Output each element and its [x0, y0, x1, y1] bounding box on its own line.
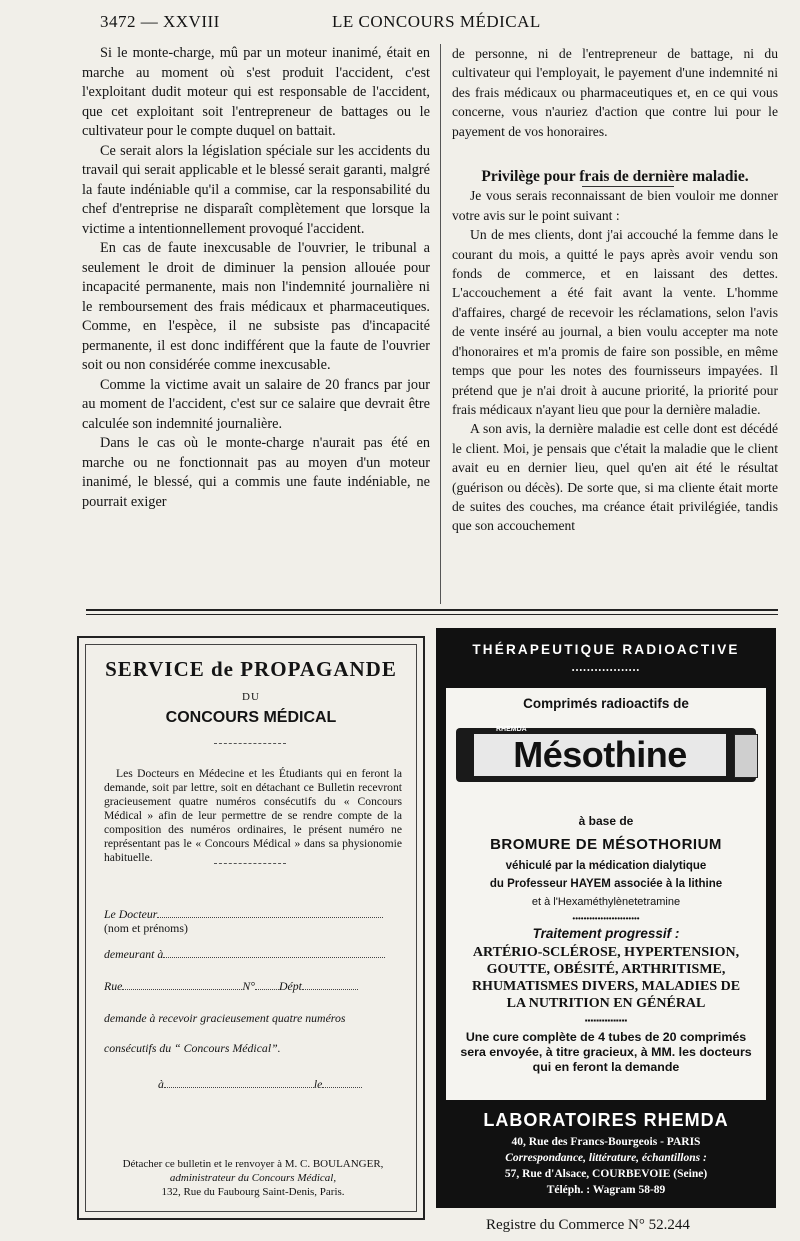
- paragraph: En cas de faute inexcusable de l'ouvrier, le tribunal a seulement le droit de diminuer la pension allouée pour incapacité permanente, mais non l'indemnité journalière ni le remboursement des frais médicaux et pharmaceutiques. Comme, en l'espèce, il ne subsiste pas d'incapacité permanente, il est donc indifférent que la faute de l'ouvrier soit ou non considérée comme inexcusable.: [82, 240, 430, 373]
- ad-text: véhiculé par la médication dialytique: [505, 860, 707, 872]
- ad-diseases: ARTÉRIO-SCLÉROSE, HYPERTENSION, GOUTTE, OBÉSITÉ, ARTHRITISME, RHUMATISMES DIVERS, MALADIES DE LA NUTRITION EN GÉNÉRAL: [471, 945, 741, 1011]
- paragraph: de personne, ni de l'entrepreneur de battage, ni du cultivateur qui l'employait, le payement d'une indemnité ni des frais médicaux ou pharmaceutiques et, en ce qui vous concerne, vous n'auriez d'action que contre lui pour le payement de vos honoraires.: [452, 46, 778, 139]
- names-label: (nom et prénoms): [104, 921, 188, 935]
- ad-compound: BROMURE DE MÉSOTHORIUM: [490, 836, 722, 853]
- coupon-footer: Détacher ce bulletin et le renvoyer à M. C. BOULANGER, administrateur du Concours Médical, 132, Rue du Faubourg Saint-Denis, Paris.: [122, 1158, 384, 1198]
- coupon-intro: Les Docteurs en Médecine et les Étudiants qui en feront la demande, soit par lettre, soit en détachant ce Bulletin recevront gracieusement quatre numéros consécutifs du « Concours Médical » afin de leur permettre de se rendre compte de la composition des numéros ordinaires, le présent numéro ne représentant pas le « Concours Médical » dans sa physionomie habituelle.: [104, 767, 402, 864]
- ad-address: 40, Rue des Francs-Bourgeois - PARIS Correspondance, littérature, échantillons : 57, Rue d'Alsace, COURBEVOIE (Seine) Téléph. : Wagram 58-89: [504, 1136, 708, 1196]
- ornament: ••••••••••••••••••••••••: [572, 914, 640, 923]
- tube-mark: RHEMDA: [496, 726, 527, 733]
- right-column: [452, 44, 778, 536]
- propaganda-coupon: [77, 636, 425, 1220]
- section-rule: [582, 186, 674, 187]
- ornament: ••••••••••••••••••: [571, 666, 641, 675]
- paragraph: Un de mes clients, dont j'ai accouché la femme dans le courant du mois, a quitté le pays après avoir vendu son fonds de commerce, et en laissant des dettes. L'accouchement a été fait avant la vente. L'homme d'affaires, chargé de recevoir les réclamations, selon l'avis de vente inséré au journal, a bien voulu accepter ma note d'honoraires et m'a promis de faire son possible, en même temps que pour les notes des fournisseurs impayées. Il prétend que je n'ai droit à aucune priorité, la priorité pour frais médicaux n'ayant lieu que pour la dernière maladie.: [452, 227, 778, 417]
- section-title: Privilège pour frais de dernière maladie.: [481, 168, 749, 186]
- ad-text: à base de: [578, 814, 634, 828]
- ad-offer: Une cure complète de 4 tubes de 20 comprimés sera envoyée, à titre gracieux, à MM. les docteurs qui en feront la demande: [460, 1030, 752, 1074]
- page-rule: [86, 609, 778, 611]
- ad-laboratory: LABORATOIRES RHEMDA: [483, 1110, 729, 1130]
- paragraph: Si le monte-charge, mû par un moteur inanimé, était en marche au moment où s'est produit l'accident, c'est l'exploitant dudit moteur qui est responsable de l'accident, que cet exploitant soit l'entrepreneur de battages ou le cultivateur pour le compte duquel on battait.: [82, 45, 430, 139]
- paragraph: Ce serait alors la législation spéciale sur les accidents du travail qui serait applicable et le blessé serait garanti, malgré la faute indéniable qu'il a commise, car la responsabilité du chef d'entreprise ne disparaît complètement que lorsque la victime a intentionnellement provoqué l'accident.: [82, 142, 430, 237]
- request-line: demande à recevoir gracieusement quatre numéros: [104, 1011, 346, 1025]
- address-field[interactable]: demeurant à: [104, 947, 402, 962]
- ad-body: [446, 688, 766, 1100]
- ad-text: Traitement progressif :: [532, 926, 680, 941]
- ornament: ▪▪▪▪▪▪▪▪▪▪▪▪▪▪▪: [584, 1016, 628, 1025]
- ad-subtitle: Comprimés radioactifs de: [523, 696, 689, 711]
- tube-cap: [734, 734, 758, 778]
- brand-name: Mésothine: [474, 734, 726, 776]
- commerce-registry: Registre du Commerce N° 52.244: [486, 1217, 690, 1233]
- journal-title: LE CONCOURS MÉDICAL: [332, 12, 541, 31]
- left-column: [82, 44, 430, 512]
- doctor-field[interactable]: Le Docteur: [104, 907, 402, 922]
- street-field[interactable]: Rue N° Dépt: [104, 979, 402, 994]
- column-divider: [440, 44, 441, 604]
- paragraph: Dans le cas où le monte-charge n'aurait pas été en marche ou ne fonctionnait pas au moyen d'un moteur inanimé, le blessé, qui a commis une faute indéniable, ne pourrait exiger: [82, 435, 430, 510]
- page-rule: [86, 614, 778, 615]
- place-date-field[interactable]: à le: [158, 1077, 402, 1092]
- paragraph: Comme la victime avait un salaire de 20 francs par jour au moment de l'accident, c'est sur ce salaire que devrait être calculée son indemnité journalière.: [82, 376, 430, 432]
- paragraph: A son avis, la dernière maladie est celle dont est décédé le client. Moi, je pensais que c'était la maladie que le client avait eu en dernier lieu, quel qu'en ait été le résultat (guérison ou décès). De sorte que, si ma cliente était morte de suites des couches, ma créance était privilégiée, tandis que son accouchement: [452, 421, 778, 534]
- ornament: [214, 857, 286, 864]
- paragraph: Je vous serais reconnaissant de bien vouloir me donner votre avis sur le point suivant :: [452, 188, 778, 223]
- coupon-journal: CONCOURS MÉDICAL: [165, 709, 337, 726]
- coupon-title: SERVICE de PROPAGANDE: [105, 657, 397, 681]
- ornament: [214, 737, 286, 744]
- mesothine-advert: [436, 628, 776, 1208]
- ad-text: du Professeur HAYEM associée à la lithine: [489, 878, 723, 890]
- tube-image: [456, 728, 756, 782]
- request-line: consécutifs du “ Concours Médical”.: [104, 1041, 281, 1055]
- coupon-du: DU: [242, 691, 260, 703]
- page-number: 3472 — XXVIII: [100, 12, 220, 31]
- ad-heading: THÉRAPEUTIQUE RADIOACTIVE: [472, 642, 740, 657]
- ad-text: et à l'Hexaméthylènetetramine: [531, 896, 681, 908]
